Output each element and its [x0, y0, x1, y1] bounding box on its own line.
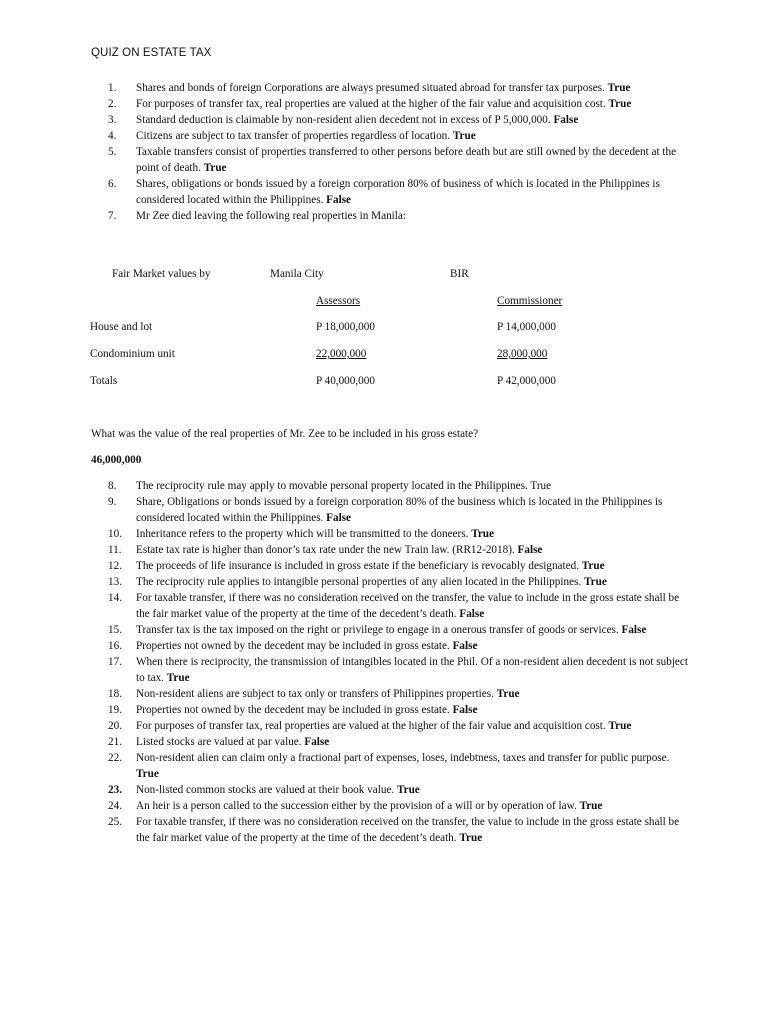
question-number: 23. — [108, 784, 122, 796]
question-number: 7. — [108, 210, 117, 222]
question-number: 2. — [108, 98, 117, 110]
table-cell-assessors: 22,000,000 — [316, 348, 367, 360]
question-answer: 46,000,000 — [91, 454, 142, 466]
question-item — [0, 526, 768, 542]
question-statement: Share, Obligations or bonds issued by a foreign corporation 80% of the business which is located in the Philippines is considered located within the Philippines. — [136, 496, 663, 524]
answer-label: True — [396, 784, 420, 796]
question-item — [0, 782, 768, 798]
question-statement: Properties not owned by the decedent may be included in gross estate. — [136, 704, 450, 716]
question-item — [0, 702, 768, 718]
question-number: 25. — [108, 816, 122, 828]
question-statement: The reciprocity rule applies to intangible personal properties of any alien located in the Philippines. — [136, 576, 582, 588]
answer-label: True — [452, 130, 476, 142]
question-item — [0, 654, 768, 686]
question-list-part1 — [0, 80, 768, 224]
question-item — [0, 494, 768, 526]
question-number: 17. — [108, 656, 122, 668]
question-statement: Estate tax rate is higher than donor’s tax rate under the new Train law. (RR12-2018). — [136, 544, 515, 556]
table-header-label: Fair Market values by — [112, 268, 211, 280]
table-cell-commissioner: 28,000,000 — [497, 348, 548, 360]
question-number: 15. — [108, 624, 122, 636]
question-number: 12. — [108, 560, 122, 572]
question-number: 13. — [108, 576, 122, 588]
question-statement: When there is reciprocity, the transmission of intangibles located in the Phil. Of a non-resident alien decedent is not subject to tax. — [136, 656, 688, 684]
table-cell-assessors: P 40,000,000 — [316, 375, 375, 387]
question-statement: For purposes of transfer tax, real properties are valued at the higher of the fair value and acquisition cost. — [136, 720, 606, 732]
question-number: 14. — [108, 592, 122, 604]
answer-label: False — [326, 512, 352, 524]
answer-label: False — [452, 704, 478, 716]
question-statement: Non-listed common stocks are valued at their book value. — [136, 784, 395, 796]
question-item — [0, 112, 768, 128]
answer-label: True — [607, 82, 631, 94]
answer-label: True — [136, 768, 159, 780]
question-item — [0, 176, 768, 208]
question-item — [0, 590, 768, 622]
question-item — [0, 622, 768, 638]
answer-label: True — [608, 720, 632, 732]
table-header-assessors: Assessors — [316, 295, 361, 307]
table-row-label: Condominium unit — [90, 348, 175, 360]
answer-label: True — [166, 672, 190, 684]
question-number: 6. — [108, 178, 117, 190]
question-number: 10. — [108, 528, 122, 540]
answer-label: True — [530, 480, 552, 492]
answer-label: False — [326, 194, 352, 206]
table-cell-commissioner: P 14,000,000 — [497, 321, 556, 333]
answer-label: True — [203, 162, 227, 174]
question-item — [0, 814, 768, 846]
table-row-label: Totals — [90, 375, 118, 387]
question-number: 8. — [108, 480, 117, 492]
answer-label: True — [608, 98, 632, 110]
question-number: 11. — [108, 544, 122, 556]
question-statement: Non-resident alien can claim only a fractional part of expenses, loses, indebtness, taxes and transfer for public purpose. — [136, 752, 670, 764]
question-statement: Listed stocks are valued at par value. — [136, 736, 302, 748]
question-number: 9. — [108, 496, 117, 508]
question-item — [0, 750, 768, 782]
answer-label: False — [621, 624, 647, 636]
answer-label: True — [471, 528, 494, 540]
question-item — [0, 638, 768, 654]
question-number: 18. — [108, 688, 122, 700]
question-item — [0, 208, 768, 224]
question-statement: Transfer tax is the tax imposed on the right or privilege to engage in a onerous transfer of goods or services. — [136, 624, 619, 636]
table-header-commissioner: Commissioner — [497, 295, 563, 307]
question-number: 3. — [108, 114, 117, 126]
question-number: 4. — [108, 130, 117, 142]
question-statement: Properties not owned by the decedent may be included in gross estate. — [136, 640, 450, 652]
table-header-manila-city: Manila City — [270, 268, 324, 280]
question-statement: For taxable transfer, if there was no consideration received on the transfer, the value to include in the gross estate shall be the fair market value of the property at the time of the decedent’s death. — [136, 592, 680, 620]
question-text: What was the value of the real properties of Mr. Zee to be included in his gross estate? — [91, 428, 479, 440]
question-item — [0, 718, 768, 734]
answer-label: False — [304, 736, 330, 748]
answer-label: True — [584, 576, 607, 588]
question-statement: Taxable transfers consist of properties transferred to other persons before death but are still owned by the decedent at the point of death. — [136, 146, 677, 174]
question-statement: Standard deduction is claimable by non-resident alien decedent not in excess of P 5,000,000. — [136, 114, 551, 126]
answer-label: True — [579, 800, 603, 812]
question-item — [0, 558, 768, 574]
question-number: 22. — [108, 752, 122, 764]
question-statement: For taxable transfer, if there was no consideration received on the transfer, the value to include in the gross estate shall be the fair market value of the property at the time of the decedent’s death. — [136, 816, 680, 844]
question-item — [0, 144, 768, 176]
question-statement: Non-resident aliens are subject to tax only or transfers of Philippines properties. — [136, 688, 494, 700]
question-statement: The proceeds of life insurance is included in gross estate if the beneficiary is revocably designated. — [136, 560, 579, 572]
answer-label: True — [581, 560, 605, 572]
answer-label: False — [459, 608, 485, 620]
answer-label: False — [517, 544, 543, 556]
question-item — [0, 478, 768, 494]
table-cell-assessors: P 18,000,000 — [316, 321, 375, 333]
question-number: 1. — [108, 82, 117, 94]
answer-label: False — [553, 114, 579, 126]
question-item — [0, 734, 768, 750]
document-title: QUIZ ON ESTATE TAX — [91, 47, 212, 59]
table-row-label: House and lot — [90, 321, 153, 333]
question-number: 21. — [108, 736, 122, 748]
question-item — [0, 128, 768, 144]
table-cell-commissioner: P 42,000,000 — [497, 375, 556, 387]
question-number: 19. — [108, 704, 122, 716]
question-number: 16. — [108, 640, 122, 652]
question-item — [0, 798, 768, 814]
question-item — [0, 574, 768, 590]
question-number: 24. — [108, 800, 122, 812]
question-number: 5. — [108, 146, 117, 158]
question-statement: Inheritance refers to the property which will be transmitted to the doneers. — [136, 528, 469, 540]
question-statement: Mr Zee died leaving the following real properties in Manila: — [136, 210, 406, 222]
question-statement: Citizens are subject to tax transfer of properties regardless of location. — [136, 130, 451, 142]
question-item — [0, 96, 768, 112]
question-list-part2 — [0, 478, 768, 846]
question-item — [0, 686, 768, 702]
question-statement: An heir is a person called to the succession either by the provision of a will or by operation of law. — [136, 800, 577, 812]
question-statement: The reciprocity rule may apply to movable personal property located in the Philippines. — [136, 480, 528, 492]
question-item — [0, 542, 768, 558]
answer-label: False — [452, 640, 478, 652]
answer-label: True — [459, 832, 483, 844]
question-number: 20. — [108, 720, 122, 732]
question-statement: Shares and bonds of foreign Corporations are always presumed situated abroad for transfer tax purposes. — [136, 82, 605, 94]
question-item — [0, 80, 768, 96]
question-statement: For purposes of transfer tax, real properties are valued at the higher of the fair value and acquisition cost. — [136, 98, 606, 110]
table-header-bir: BIR — [450, 268, 469, 280]
answer-label: True — [496, 688, 520, 700]
question-statement: Shares, obligations or bonds issued by a foreign corporation 80% of business of which is located in the Philippines is considered located within the Philippines. — [136, 178, 660, 206]
